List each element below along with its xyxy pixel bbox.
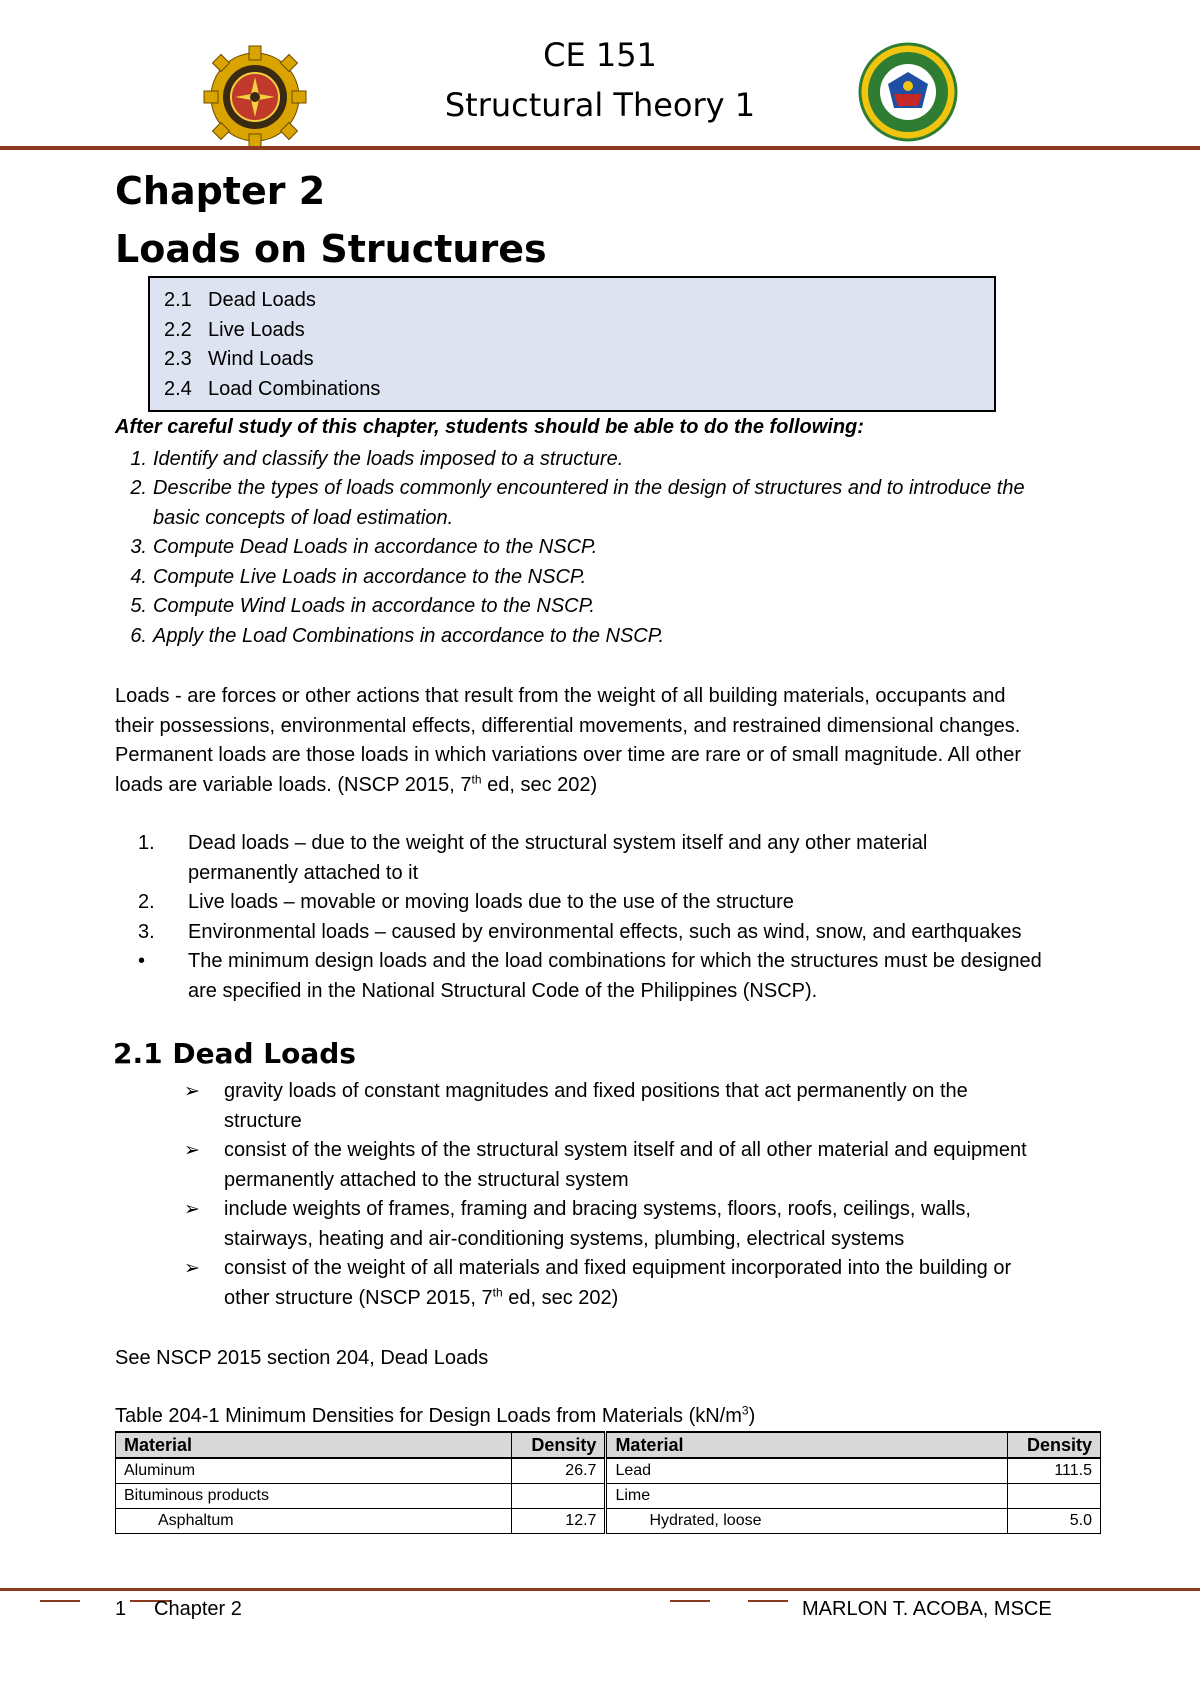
objective-item: 3. Compute Dead Loads in accordance to the NSCP. (130, 536, 598, 558)
footer-dash (748, 1600, 788, 1602)
objectives-heading: After careful study of this chapter, students should be able to do the following: (115, 416, 864, 438)
table-row: Asphaltum 12.7 Hydrated, loose 5.0 (116, 1509, 1101, 1534)
chapter-number: Chapter 2 (115, 169, 326, 213)
toc-item[interactable]: 2.4 Load Combinations (164, 377, 381, 400)
intro-paragraph: Loads - are forces or other actions that result from the weight of all building materials, occupants and their possessions, environmental effects, differential movements, and restrained dimensional changes. Permanent loads are those loads in which variations over time are rare or of small magnitude. All other loads are variable loads. (NSCP 2015, 7th ed, sec 202) (115, 685, 1022, 796)
load-type-item: 3. Environmental loads – caused by environmental effects, such as wind, snow, and earthquakes (138, 921, 1022, 943)
see-also-note: See NSCP 2015 section 204, Dead Loads (115, 1347, 489, 1369)
toc-item[interactable]: 2.2 Live Loads (164, 318, 305, 341)
table-row: Aluminum 26.7 Lead 111.5 (116, 1458, 1101, 1484)
arrow-bullet-icon: ➢ (184, 1199, 200, 1220)
dead-load-bullet: ➢ consist of the weight of all materials and fixed equipment incorporated into the building or other structure (NSCP 2015, 7th ed, sec 202) (184, 1254, 1144, 1314)
load-type-item: 2. Live loads – movable or moving loads due to the use of the structure (138, 891, 794, 913)
table-header-row: Material Density Material Density (116, 1432, 1101, 1458)
course-title: Structural Theory 1 (444, 86, 756, 124)
footer-dash (670, 1600, 710, 1602)
load-type-item: 1. Dead loads – due to the weight of the structural system itself and any other material permanently attached to it (138, 832, 928, 884)
objective-item: 6. Apply the Load Combinations in accordance to the NSCP. (130, 625, 665, 647)
footer-dash (40, 1600, 80, 1602)
footer-chapter: Chapter 2 (154, 1598, 242, 1620)
table-row: Bituminous products Lime (116, 1484, 1101, 1509)
footer-page-number: 1 (115, 1598, 127, 1620)
header-rule (0, 146, 1200, 150)
objective-item: 4. Compute Live Loads in accordance to the NSCP. (130, 566, 587, 588)
dead-load-bullet: ➢ consist of the weights of the structural system itself and of all other material and equipment permanently attached to the structural system (184, 1136, 1144, 1196)
objective-item: 1. Identify and classify the loads imposed to a structure. (130, 448, 624, 470)
toc-item[interactable]: 2.3 Wind Loads (164, 348, 314, 370)
objective-item: 5. Compute Wind Loads in accordance to the NSCP. (130, 595, 595, 617)
arrow-bullet-icon: ➢ (184, 1081, 200, 1102)
dead-load-bullet: ➢ include weights of frames, framing and bracing systems, floors, roofs, ceilings, walls, stairways, heating and air-conditioning systems, plumbing, electrical systems (184, 1195, 1144, 1255)
footer-author: MARLON T. ACOBA, MSCE (802, 1598, 1052, 1620)
university-seal-logo (858, 42, 958, 142)
dead-load-bullet: ➢ gravity loads of constant magnitudes and fixed positions that act permanently on the structure (184, 1077, 1144, 1137)
footer-rule (0, 1588, 1200, 1591)
college-seal-logo (202, 44, 308, 150)
objective-item: 2. Describe the types of loads commonly encountered in the design of structures and to introduce the (130, 477, 1025, 499)
section-heading-dead-loads: 2.1 Dead Loads (113, 1037, 356, 1070)
density-table (115, 1431, 1101, 1534)
course-code: CE 151 (543, 36, 657, 74)
toc-item[interactable]: 2.1 Dead Loads (164, 289, 316, 311)
arrow-bullet-icon: ➢ (184, 1258, 200, 1279)
table-of-contents (148, 276, 996, 412)
load-type-note: • The minimum design loads and the load combinations for which the structures must be designed are specified in the National Structural Code of the Philippines (NSCP). (138, 950, 1042, 1002)
arrow-bullet-icon: ➢ (184, 1140, 200, 1161)
chapter-title: Loads on Structures (115, 227, 547, 271)
objective-item-continued: basic concepts of load estimation. (153, 507, 454, 529)
table-caption: Table 204-1 Minimum Densities for Design Loads from Materials $(kN/m^3)$ (115, 1403, 756, 1427)
